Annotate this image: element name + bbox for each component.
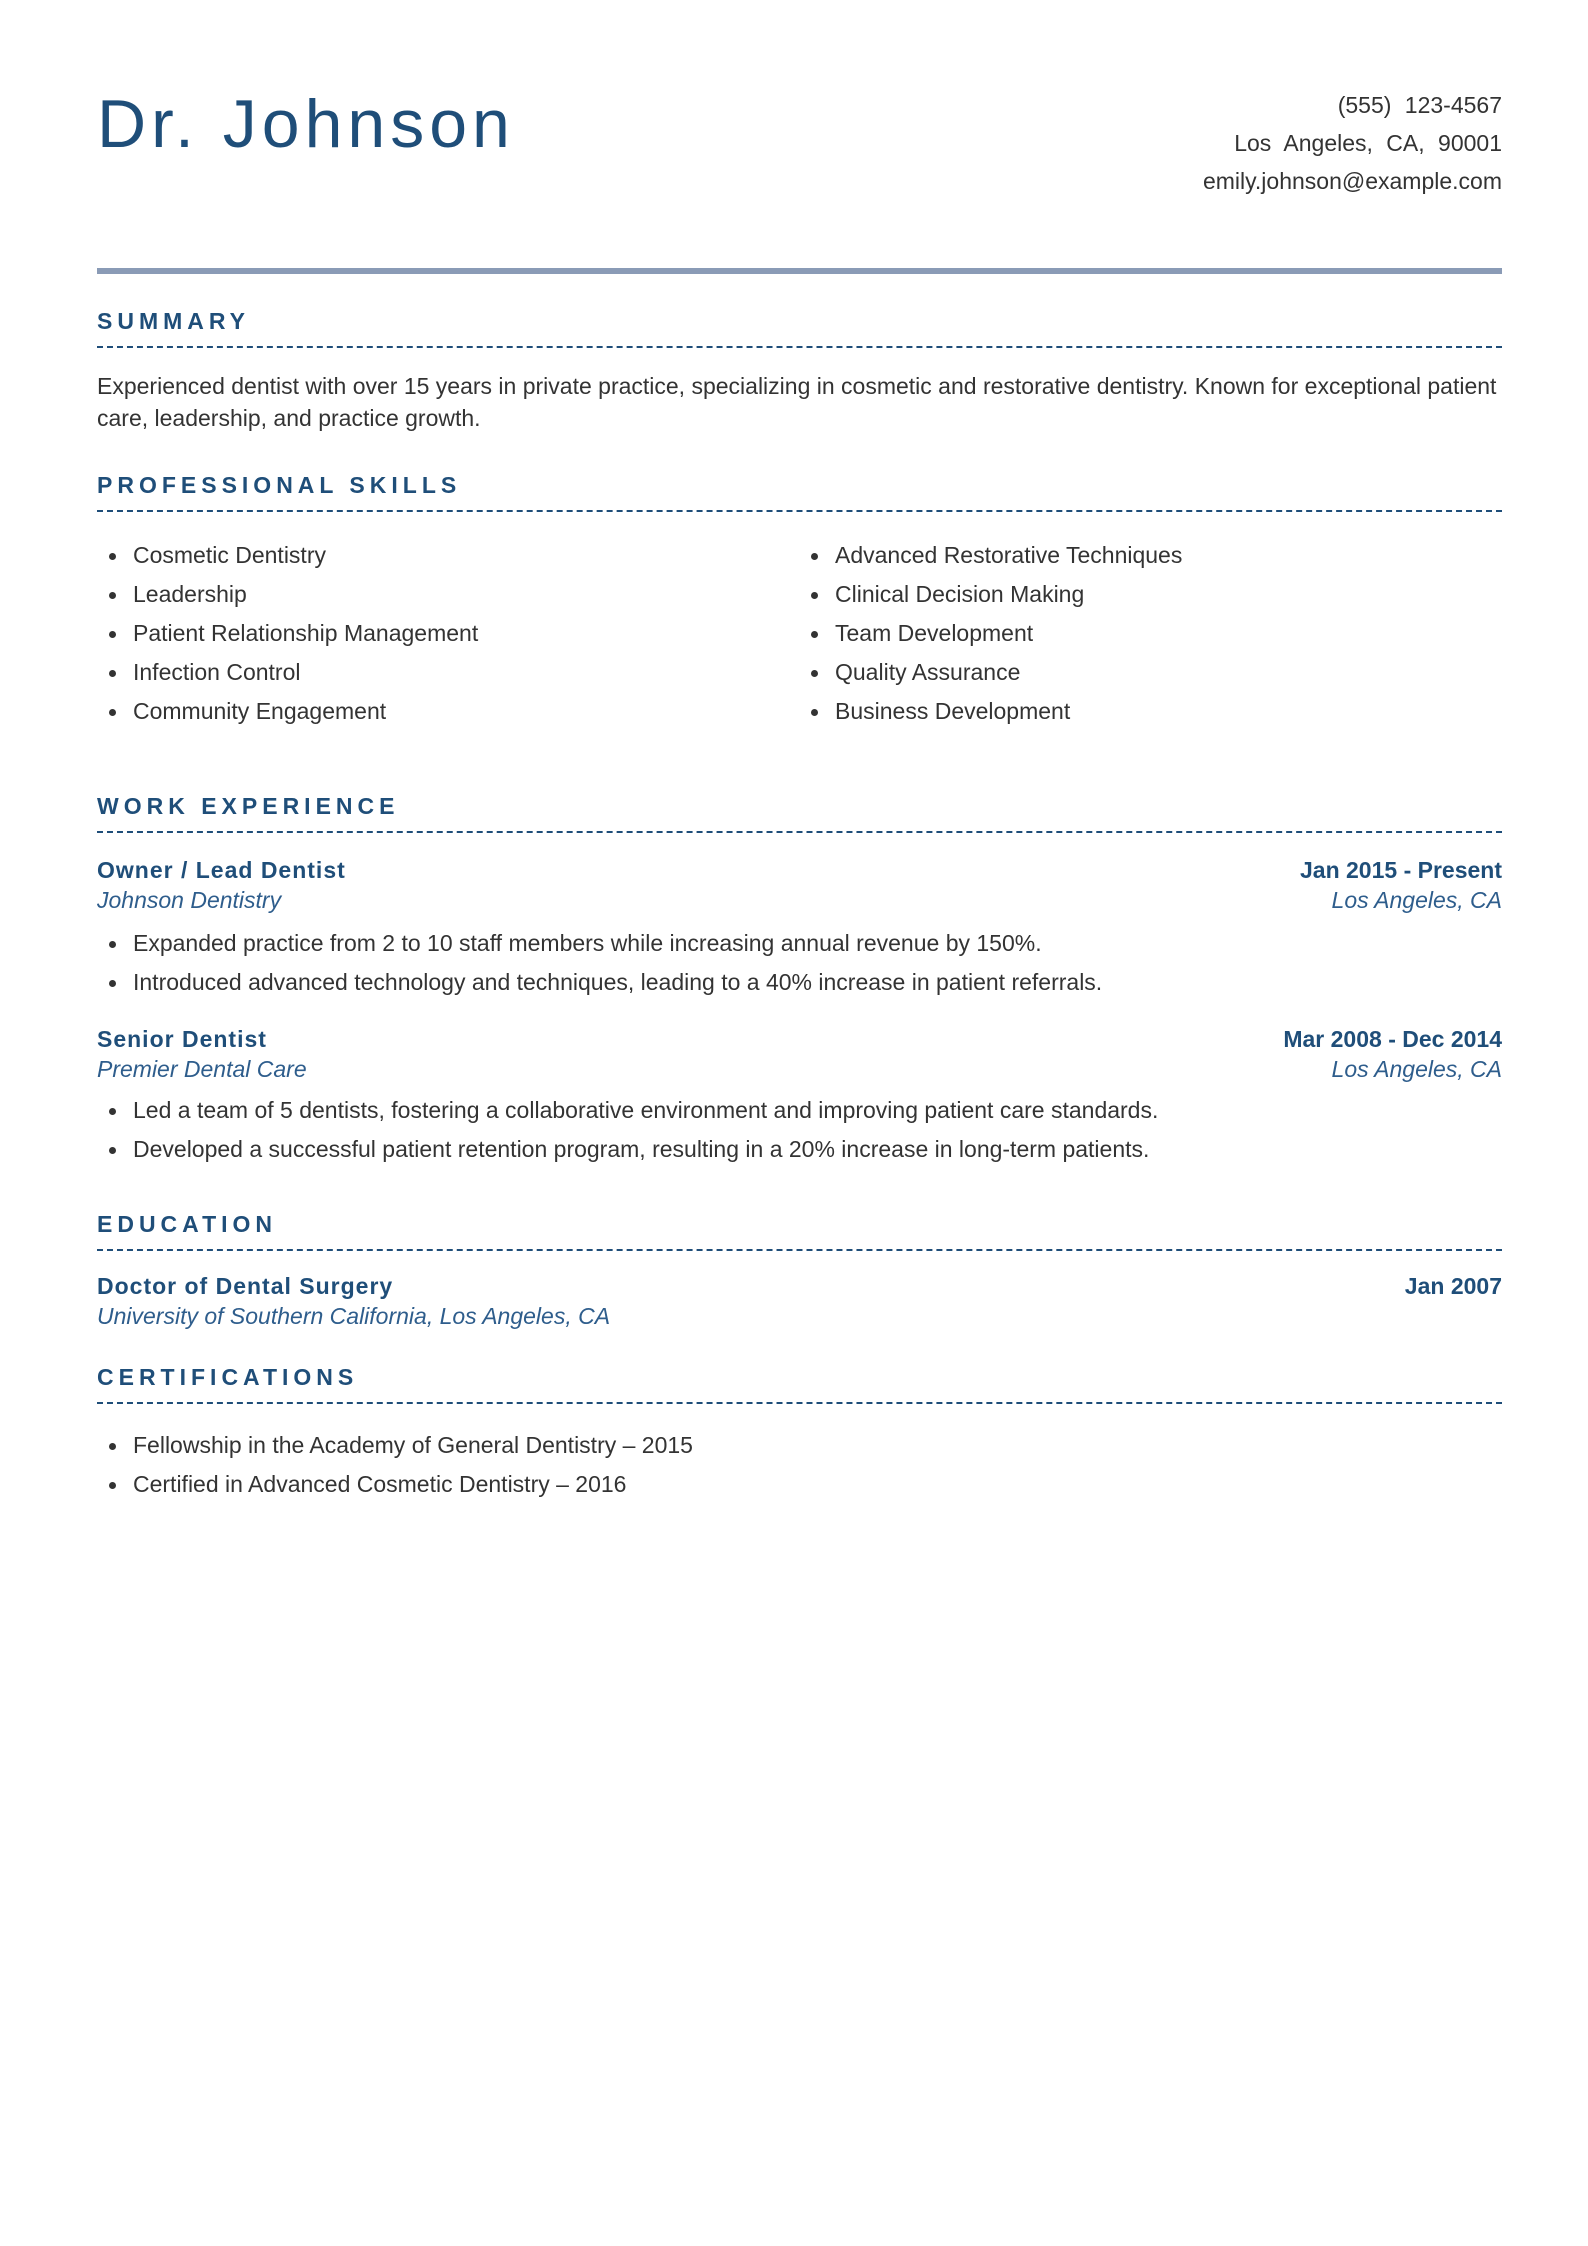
- job-title: Senior Dentist: [97, 1026, 267, 1052]
- skill-item: Team Development: [799, 614, 1501, 653]
- job-header: [97, 1026, 1502, 1053]
- education-subheader: [97, 1303, 1502, 1330]
- certifications-section: [97, 1366, 1502, 1504]
- job-dates: Mar 2008 - Dec 2014: [1283, 1026, 1502, 1052]
- skill-item: Patient Relationship Management: [97, 614, 799, 653]
- contact-phone: (555) 123-4567: [1337, 92, 1502, 118]
- job-entry: [97, 857, 1502, 1002]
- skill-item: Advanced Restorative Techniques: [799, 536, 1501, 575]
- education-date: Jan 2007: [1404, 1273, 1502, 1299]
- job-location: Los Angeles, CA: [1331, 887, 1502, 913]
- job-entry: [97, 1026, 1502, 1169]
- degree-title: Doctor of Dental Surgery: [97, 1273, 394, 1299]
- section-divider: [97, 1402, 1502, 1404]
- experience-title: WORK EXPERIENCE: [97, 793, 400, 819]
- skill-item: Cosmetic Dentistry: [97, 536, 799, 575]
- experience-section: [97, 795, 1502, 1169]
- skills-title: PROFESSIONAL SKILLS: [97, 472, 462, 498]
- section-divider: [97, 831, 1502, 833]
- skill-item: Leadership: [97, 575, 799, 614]
- education-section: [97, 1213, 1502, 1330]
- education-title: EDUCATION: [97, 1211, 278, 1237]
- skills-grid: [97, 536, 1502, 731]
- education-header: [97, 1273, 1502, 1300]
- section-divider: [97, 1249, 1502, 1251]
- job-dates: Jan 2015 - Present: [1299, 857, 1502, 883]
- skills-list-left: [97, 536, 799, 731]
- job-bullet: Expanded practice from 2 to 10 staff members while increasing annual revenue by 150%.: [97, 924, 1502, 963]
- skills-section: [97, 474, 1502, 731]
- header-divider: [97, 268, 1502, 274]
- resume-header: [97, 0, 1502, 272]
- contact-email: emily.johnson@example.com: [1202, 168, 1502, 194]
- school-name: University of Southern California, Los Angeles, CA: [97, 1303, 611, 1329]
- section-divider: [97, 346, 1502, 348]
- certifications-list: [97, 1426, 1502, 1504]
- section-divider: [97, 510, 1502, 512]
- job-company: Premier Dental Care: [97, 1056, 307, 1082]
- skill-item: Quality Assurance: [799, 653, 1501, 692]
- job-subheader: [97, 887, 1502, 914]
- summary-title: SUMMARY: [97, 308, 250, 334]
- candidate-name: Dr. Johnson: [97, 86, 515, 162]
- skill-item: Clinical Decision Making: [799, 575, 1501, 614]
- job-bullet: Developed a successful patient retention program, resulting in a 20% increase in long-term patients.: [97, 1130, 1502, 1169]
- certification-item: Certified in Advanced Cosmetic Dentistry – 2016: [97, 1465, 1502, 1504]
- job-company: Johnson Dentistry: [97, 887, 282, 913]
- skill-item: Community Engagement: [97, 692, 799, 731]
- contact-info: [1203, 86, 1502, 200]
- job-bullet: Led a team of 5 dentists, fostering a collaborative environment and improving patient care standards.: [97, 1091, 1502, 1130]
- job-header: [97, 857, 1502, 884]
- contact-address: Los Angeles, CA, 90001: [1234, 130, 1502, 156]
- certification-item: Fellowship in the Academy of General Dentistry – 2015: [97, 1426, 1502, 1465]
- education-entry: [97, 1273, 1502, 1330]
- job-title: Owner / Lead Dentist: [97, 857, 346, 883]
- job-location: Los Angeles, CA: [1331, 1056, 1502, 1082]
- job-bullet: Introduced advanced technology and techniques, leading to a 40% increase in patient referrals.: [97, 963, 1502, 1002]
- job-bullets: [97, 1091, 1502, 1169]
- skills-list-right: [799, 536, 1501, 731]
- certifications-title: CERTIFICATIONS: [97, 1364, 359, 1390]
- job-bullets: [97, 924, 1502, 1002]
- skill-item: Business Development: [799, 692, 1501, 731]
- skill-item: Infection Control: [97, 653, 799, 692]
- summary-section: [97, 310, 1502, 434]
- job-subheader: [97, 1056, 1502, 1083]
- resume-page: [97, 0, 1502, 1504]
- summary-text: Experienced dentist with over 15 years in private practice, specializing in cosmetic and restorative dentistry. Known for exceptional patient care, leadership, and practice growth.: [97, 373, 1497, 431]
